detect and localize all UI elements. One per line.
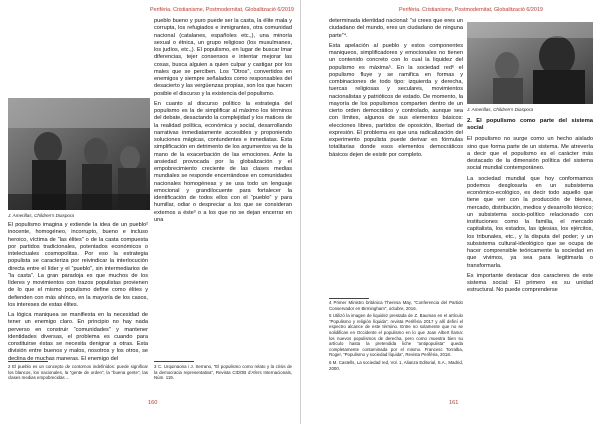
running-head: Perifèria. Cristianisme, Postmodernitat, Globalització 6/2019	[399, 7, 543, 13]
footnote: 2 El pueblo es un concepto de contornos indefinidos: puede significar los blancos, los nacionales, la “gente de orden”, la “buena gente”, las clases medias empobrecidas ...	[8, 364, 148, 381]
paragraph: El populismo no surge como un hecho aislado sino que forma parte de un sistema. Me atrevería a decir que el populismo es el carácter más destacado de la dimensión política del sistema social mundial contemporáneo.	[467, 136, 593, 172]
paragraph: La lógica maniquea se manifiesta en la necesidad de tener un enemigo claro. En principio no hay nada perverso en construir “comunidades” y mantener identidades diversas, el problema es cuando para constituirse éstas se necesita denigrar a otras. Esta división entre buenos y malos, nosotros y los otros, se declina de muchas maneras. El enemigo del	[8, 312, 148, 362]
photo	[467, 22, 593, 104]
paragraph: Esta apelación al pueblo y estos componentes maniqueos, simplificadores y emocionales no tienen un contenido concreto con lo cual la liquidez del populismo es máxima⁵. En la sociedad red⁶ el populismo fluye y se ramifica en formas y combinaciones de todo tipo: izquierda y derecha, tuercas religiosas y seculares, movimientos nacionalistas y patrióticos de estado. De momento, la mayoría de los populismos comparten dentro de un cierto orden democrático y controlado, aunque sea con límites, algunos de sus elementos básicos: elecciones libres, partidos de oposición, libertad de expresión. El problema es que una radicalización del experimento populista puede derivar en fórmulas totalitarias donde esos elementos democráticos básicos dejen de existir por completo.	[329, 42, 463, 158]
footnote: 4 Primer Ministro británica Theresa May, “Conferencia del Partido Conservador en Birmingham”, octubre, 2016.	[329, 300, 463, 311]
photo-caption: J. Amerillas, Children's Diaspora	[8, 213, 75, 218]
section-title: 2. El populismo como parte del sistema social	[467, 118, 593, 132]
right-page	[300, 0, 600, 424]
paragraph: Es importante destacar dos caracteres de este sistema social: El primero es su unidad estructural. No puede comprenderse	[467, 272, 593, 294]
paragraph: determinada identidad nacional: “si crees que eres un ciudadano del mundo, eres un ciudadano de ninguna parte”⁴.	[329, 18, 463, 39]
right-column-2	[467, 116, 593, 298]
paragraph: pueblo bueno y puro puede ser la casta, la élite mala y corrupta, los refugiados e inmigrantes, otra comunidad nacional (catalanes, españoles etc.,), una minoría sexual o étnica, un grupo religioso (los musulmanes, los judíos, etc.,). El populismo, en lugar de buscar lmar diferencias, tejer consensos e intentar mejorar las cosas, busca alguien a quien culpar y castigar por los males que se perciben. Los “Otros”, convertidos en enemigos y siempre señalados como responsables del desacierto y las vergüenzas propias, son los que hacen posible el discurso y la existencia del populismo.	[154, 18, 292, 97]
paragraph: La sociedad mundial que hoy conformamos podemos desglosarla en un subsistema económico-ecológico, es decir todo aquello que tiene que ver con la producción de bienes, mercado, distribución, medios y desarrollo técnico; un subsistema socio-político relacionado con instituciones como la familia, el mercado capitalista, los estados, las iglesias, los ejércitos, los tribunales, etc., y la disputa del poder; y un subsistema cultural-ideológico que se ocupa de hacer comprensible teóricamente la sociedad en que vivimos, ya sea para legitimarla o transformarla.	[467, 175, 593, 269]
page-number: 161	[449, 400, 459, 406]
left-column-2	[154, 18, 292, 227]
left-column-1	[8, 222, 148, 366]
photo-image	[467, 22, 593, 104]
footnote-rule	[154, 361, 194, 362]
footnotes-right	[329, 300, 463, 373]
paragraph: En cuanto al discurso político la estrategia del populismo es la de simplificar al máximo los términos del debate, desactando la complejidad y los matices de la realidad política, económica y social, desarrollando narrativas inmediatamente accesibles y proponiendo soluciones mágicas, contundentes e inmediatas. Esta simplificación en detrimento de los argumentos va de la mano de la exacerbación de las emociones. Ante la ansiedad provocada por la globalización y el empobrecimiento creciente de las clases medias mundiales se responde encerrándose en comunidades nacionales homogéneas y se usa todo un lenguaje emocional y grandilocuente para fortalecer la identificación de todos ellos con el “pueblo” y para humillar, odiar o despreciar a los que se consideran externos a éste³ o a los que no se dejan encerrar en una	[154, 100, 292, 223]
footnote: 3 C. Urquinaona i J. Serrano, “El populismo como relato y la crisis de la democracia representativa”, Revista CIDOB d’Afers Internacionals, Núm. 119.	[154, 364, 292, 381]
paragraph: El populismo imagina y extiende la idea de un pueblo² inocente, homogéneo, incorrupto, bueno e incluso heroico, víctima de “las élites” o de la casta compuesta por partidos tradicionales, potentados económicos o intelectuales cosmopolitas. Por eso la estrategia populista se caracteriza por reivindicar la interlocución directa entre el líder y el “pueblo”, sin intermediarios de “la casta”. La gran paradoja es que muchos de los líderes y movimientos con trazos populistas provienen de lo que el mismo populismo define como élites y defienden con más ahínco, en la mayoría de los casos, los intereses de estas élites.	[8, 222, 148, 308]
footnote: 5 Utilizó la imagen de liquidez prestada de Z. Bauman en el artículo “Populismo y religión líquida”, revista Perifèria 2017 y allí definí el espectro alcance de este término. Entre no solamente que no se solidifican en Occidente el populismo en lo que Joan Albert llama: los nuevos populismos de derecha, pero como muestra bien su artículo hasta la pretendida liche “antipopulista” queda completamente contaminada por el mismo. Francesc Torralba, Roger, “Populismo y sociedad líquida”, Revista Perifèria, 2018.	[329, 313, 463, 358]
footnotes-left-1	[8, 364, 148, 383]
footnote-rule	[329, 298, 369, 299]
photo-image	[8, 98, 150, 210]
footnote-rule	[8, 361, 48, 362]
photo	[8, 98, 150, 210]
photo-caption: J. Amerillas, Children's Diaspora	[467, 107, 534, 112]
running-head: Perifèria. Cristianisme, Postmodernitat, Globalització 6/2019	[150, 7, 294, 13]
page-number: 160	[148, 400, 158, 406]
footnote: 6 M. Castells, La sociedad red, Vol. 1, Alianza Editorial, S.A., Madrid, 2000.	[329, 359, 463, 371]
footnotes-left-2	[154, 364, 292, 383]
right-column-1	[329, 18, 463, 162]
